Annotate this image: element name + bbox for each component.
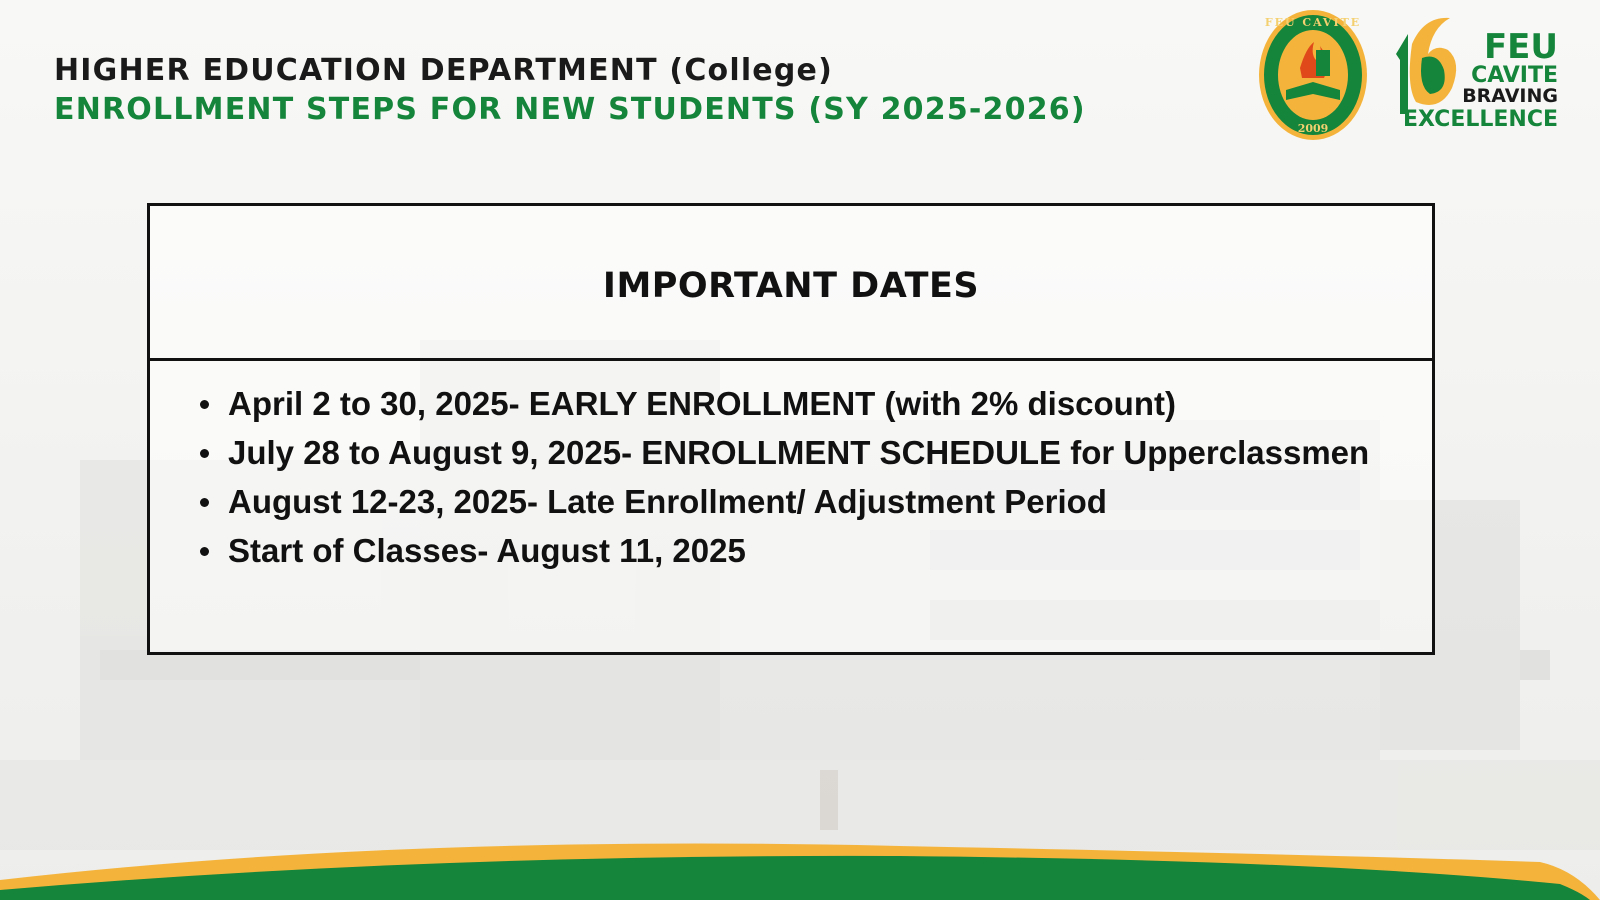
date-item-text: July 28 to August 9, 2025- ENROLLMENT SCHEDULE for Upperclassmen — [228, 434, 1370, 471]
header — [54, 52, 1086, 130]
page-subtitle: ENROLLMENT STEPS FOR NEW STUDENTS (SY 2025-2026) — [54, 92, 1086, 127]
date-item-text: August 12-23, 2025- Late Enrollment/ Adjustment Period — [228, 483, 1107, 520]
brand-excellence: EXCELLENCE — [1402, 107, 1558, 130]
bullet-icon — [200, 400, 209, 409]
feu-cavite-16-logo-icon — [1392, 14, 1562, 130]
important-dates-panel — [147, 203, 1435, 655]
date-item-text: April 2 to 30, 2025- EARLY ENROLLMENT (with 2% discount) — [228, 385, 1176, 422]
list-item — [200, 379, 1412, 428]
feu-cavite-seal-icon — [1258, 8, 1368, 142]
list-item — [200, 526, 1412, 575]
bullet-icon — [200, 498, 209, 507]
brand-feu: FEU — [1483, 27, 1558, 67]
brand-braving: BRAVING — [1462, 85, 1558, 107]
panel-header — [150, 206, 1432, 361]
bullet-icon — [200, 547, 209, 556]
brand-cavite: CAVITE — [1471, 63, 1558, 88]
seal-year: 2009 — [1297, 122, 1329, 135]
dates-list — [150, 361, 1432, 575]
seal-top-text: FEU CAVITE — [1264, 16, 1362, 29]
list-item — [200, 428, 1412, 477]
bullet-icon — [200, 449, 209, 458]
footer-wave — [0, 840, 1600, 900]
list-item — [200, 477, 1412, 526]
department-title: HIGHER EDUCATION DEPARTMENT (College) — [54, 53, 833, 88]
panel-title: IMPORTANT DATES — [602, 266, 980, 306]
date-item-text: Start of Classes- August 11, 2025 — [228, 532, 746, 569]
